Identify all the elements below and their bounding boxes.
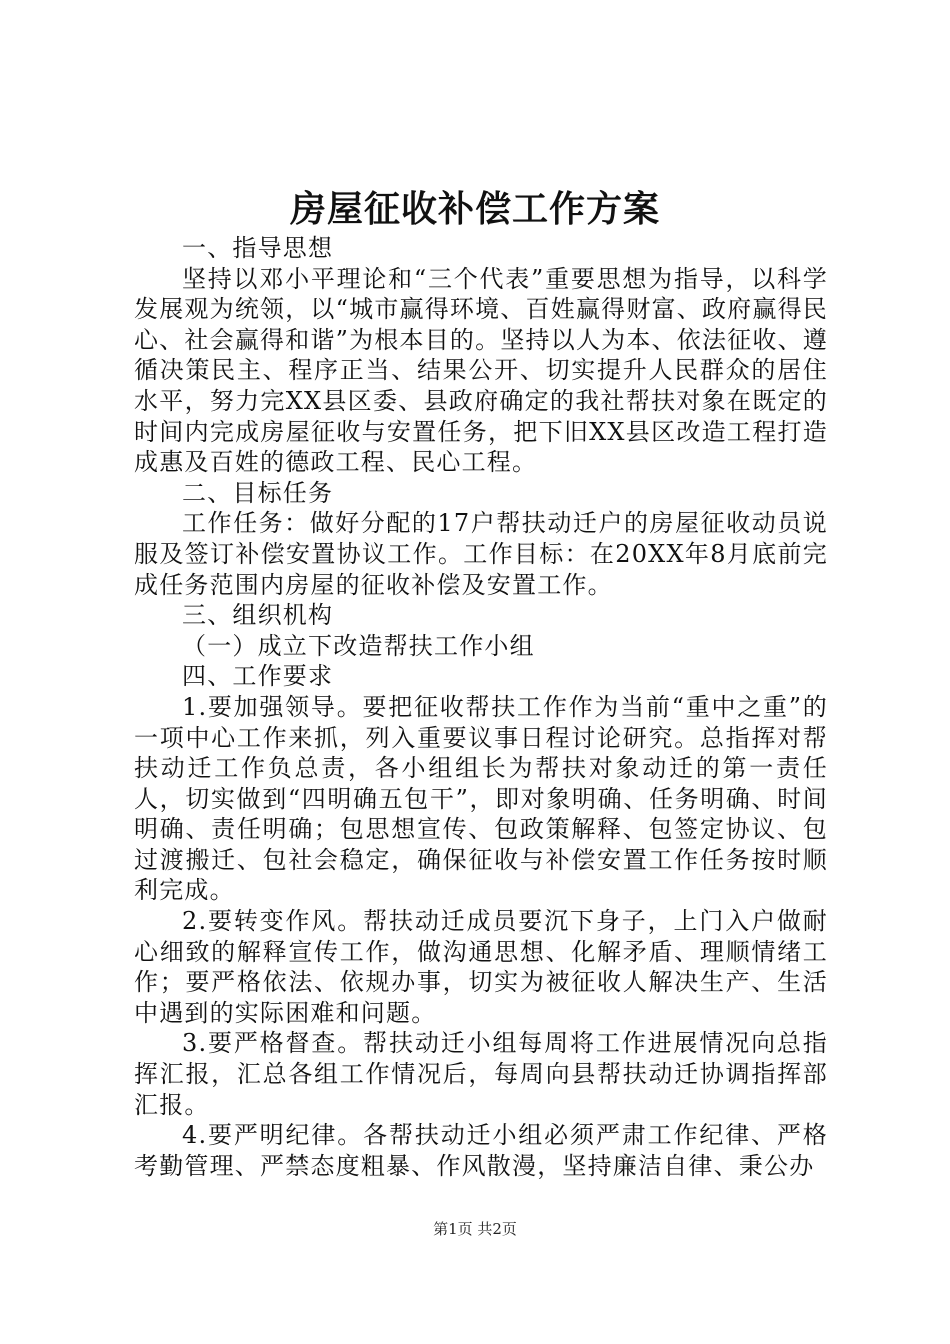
paragraph-organization-group: （一）成立下改造帮扶工作小组 (182, 631, 535, 660)
heading-work-requirements: 四、工作要求 (182, 662, 334, 691)
paragraph-requirement-3: 3.要严格督查。帮扶动迁小组每周将工作进展情况向总指挥汇报，汇总各组工作情况后，每周向县帮扶动迁协调指挥部汇报。 (134, 1029, 828, 1119)
heading-goals-tasks: 二、目标任务 (182, 478, 334, 507)
document-title: 房屋征收补偿工作方案 (289, 188, 660, 230)
paragraph-requirement-1: 1.要加强领导。要把征收帮扶工作作为当前“重中之重”的一项中心工作来抓，列入重要议事日程讨论研究。总指挥对帮扶动迁工作负总责，各小组组长为帮扶对象动迁的第一责任人，切实做到“四明确五包干”，即对象明确、任务明确、时间明确、责任明确；包思想宣传、包政策解释、包签定协议、包过渡搬迁、包社会稳定，确保征收与补偿安置工作任务按时顺利完成。 (134, 692, 828, 905)
paragraph-requirement-2: 2.要转变作风。帮扶动迁成员要沉下身子，上门入户做耐心细致的解释宣传工作，做沟通思想、化解矛盾、理顺情绪工作；要严格依法、依规办事，切实为被征收人解决生产、生活中遇到的实际困难和问题。 (134, 907, 828, 1027)
heading-guiding-ideology: 一、指导思想 (182, 234, 334, 262)
paragraph-guiding-ideology: 坚持以邓小平理论和“三个代表”重要思想为指导，以科学发展观为统领，以“城市赢得环境、百姓赢得财富、政府赢得民心、社会赢得和谐”为根本目的。坚持以人为本、依法征收、遵循决策民主、程序正当、结果公开、切实提升人民群众的居住水平，努力完XX县区委、县政府确定的我社帮扶对象在既定的时间内完成房屋征收与安置任务，把下旧XX县区改造工程打造成惠及百姓的德政工程、民心工程。 (134, 264, 828, 477)
heading-organization: 三、组织机构 (182, 601, 334, 630)
page-number-footer: 第1页 共2页 (433, 1220, 517, 1238)
document-body (134, 233, 828, 1181)
paragraph-requirement-4: 4.要严明纪律。各帮扶动迁小组必须严肃工作纪律、严格考勤管理、严禁态度粗暴、作风散漫，坚持廉洁自律、秉公办 (134, 1121, 828, 1180)
paragraph-goals-tasks: 工作任务：做好分配的17户帮扶动迁户的房屋征收动员说服及签订补偿安置协议工作。工作目标：在20XX年8月底前完成任务范围内房屋的征收补偿及安置工作。 (134, 509, 828, 599)
